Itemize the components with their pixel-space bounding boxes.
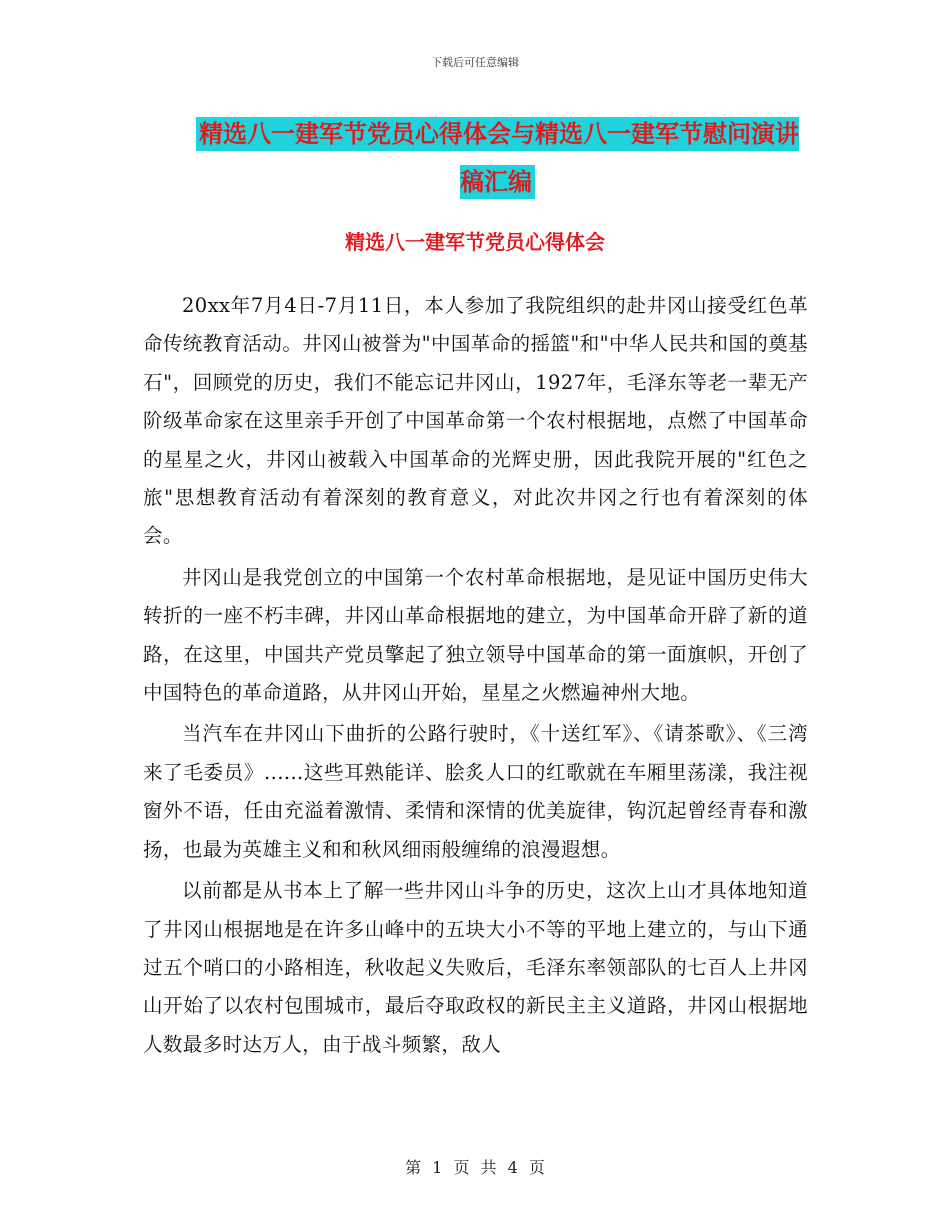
paragraph: 以前都是从书本上了解一些井冈山斗争的历史，这次上山才具体地知道了井冈山根据地是在许多山峰中的五块大小不等的平地上建立的，与山下通过五个哨口的小路相连，秋收起义失败后，毛泽东率领部队的七百人上井冈山开始了以农村包围城市，最后夺取政权的新民主主义道路，井冈山根据地人数最多时达万人，由于战斗频繁，敌人 (143, 879, 808, 1056)
paragraph: 当汽车在井冈山下曲折的公路行驶时，《十送红军》、《请茶歌》、《三湾来了毛委员》......这些耳熟能详、脍炙人口的红歌就在车厢里荡漾，我注视窗外不语，任由充溢着激情、柔情和深情的优美旋律，钩沉起曾经青春和激扬，也最为英雄主义和和秋风细雨般缠绵的浪漫遐想。 (143, 722, 808, 861)
document-body (143, 287, 808, 1067)
page-number: 第 1 页 共 4 页 (405, 1158, 545, 1177)
paragraph: 井冈山是我党创立的中国第一个农村革命根据地，是见证中国历史伟大转折的一座不朽丰碑，井冈山革命根据地的建立，为中国革命开辟了新的道路，在这里，中国共产党员擎起了独立领导中国革命的第一面旗帜，开创了中国特色的革命道路，从井冈山开始，星星之火燃遍神州大地。 (143, 565, 808, 705)
page-header-note: 下载后可任意编辑 (431, 56, 519, 69)
document-title-text: 精选八一建军节党员心得体会与精选八一建军节慰问演讲稿汇编 (196, 117, 799, 199)
document-title (185, 110, 810, 206)
section-title: 精选八一建军节党员心得体会 (345, 230, 605, 254)
paragraph: 20xx年7月4日-7月11日，本人参加了我院组织的赴井冈山接受红色革命传统教育活动。井冈山被誉为"中国革命的摇篮"和"中华人民共和国的奠基石"，回顾党的历史，我们不能忘记井冈山，1927年，毛泽东等老一辈无产阶级革命家在这里亲手开创了中国革命第一个农村根据地，点燃了中国革命的星星之火，井冈山被载入中国革命的光辉史册，因此我院开展的"红色之旅"思想教育活动有着深刻的教育意义，对此次井冈之行也有着深刻的体会。 (143, 294, 808, 548)
